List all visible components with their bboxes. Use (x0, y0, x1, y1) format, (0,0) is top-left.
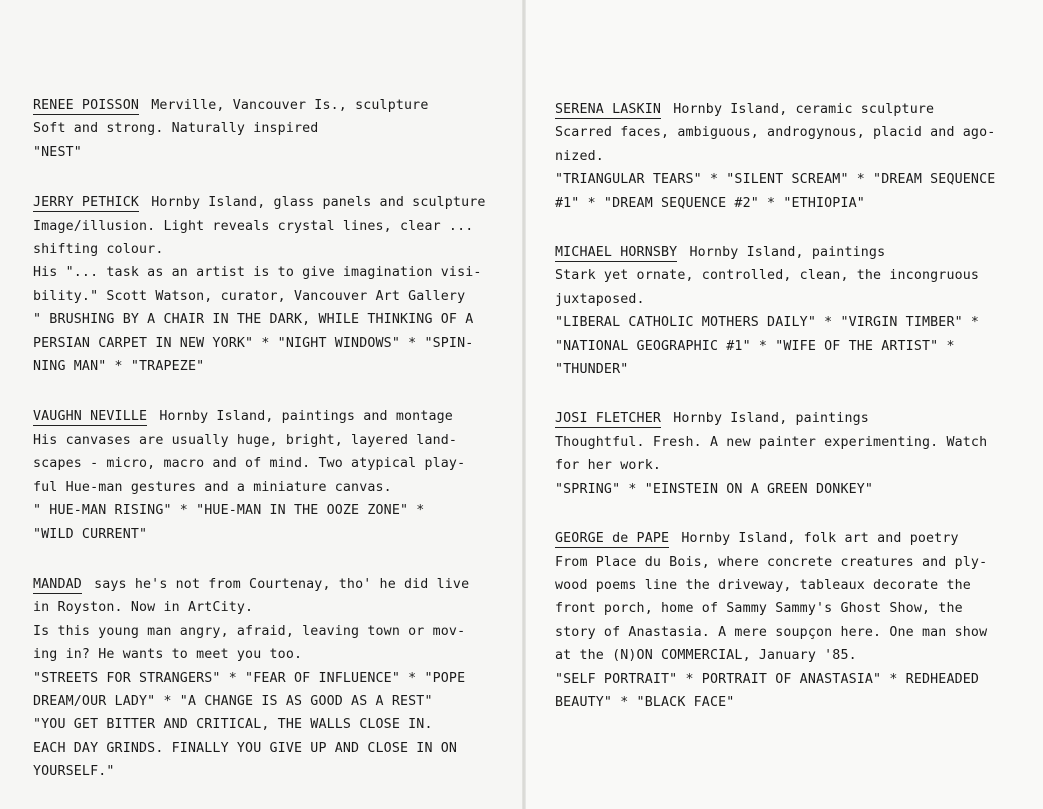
entry-text-line: " HUE-MAN RISING" * "HUE-MAN IN THE OOZE ZONE" * (33, 503, 425, 519)
artist-name: RENEE POISSON (33, 98, 140, 113)
artist-name: JOSI FLETCHER (555, 411, 662, 427)
entry-text-line: "SPRING" * "EINSTEIN ON A GREEN DONKEY" (555, 481, 874, 497)
entry-text-line: YOURSELF." (33, 764, 115, 780)
artist-entry-george-de-pape (555, 527, 1005, 714)
artist-entry-josi-fletcher (555, 407, 1005, 501)
entry-text-line: ful Hue-man gestures and a miniature canvas. (33, 479, 392, 495)
artist-entry-mandad (33, 573, 493, 784)
artist-name: SERENA LASKIN (555, 102, 662, 117)
entry-text-line: juxtaposed. (555, 291, 645, 307)
artist-entry-jerry-pethick (33, 191, 493, 378)
right-column (555, 98, 1005, 714)
entry-text-line: "NEST" (33, 144, 82, 160)
artist-entry-vaughn-neville (33, 405, 493, 545)
artist-location: Hornby Island, paintings (673, 411, 869, 427)
entry-text-line: Is this young man angry, afraid, leaving town or mov- (33, 623, 466, 639)
entry-text-line: wood poems line the driveway, tableaux decorate the (555, 577, 971, 593)
entry-text-line: scapes - micro, macro and of mind. Two atypical play- (33, 456, 466, 472)
entry-heading-line (33, 405, 493, 428)
artist-location: Hornby Island, folk art and poetry (681, 531, 959, 547)
artist-name: GEORGE de PAPE (555, 531, 670, 547)
entry-text-line: at the (N)ON COMMERCIAL, January '85. (555, 648, 857, 664)
entry-text-line: #1" * "DREAM SEQUENCE #2" * "ETHIOPIA" (555, 195, 865, 211)
entry-text-line: for her work. (555, 458, 662, 474)
entry-heading-line (555, 98, 1005, 121)
entry-text-line: BEAUTY" * "BLACK FACE" (555, 694, 735, 710)
entry-text-line: "SELF PORTRAIT" * PORTRAIT OF ANASTASIA" * REDHEADED (555, 671, 980, 687)
artist-location: Hornby Island, paintings and montage (159, 409, 453, 425)
entry-text-line: DREAM/OUR LADY" * "A CHANGE IS AS GOOD AS A REST" (33, 693, 433, 709)
entry-heading-line (33, 573, 493, 596)
entry-text-line: His canvases are usually huge, bright, layered land- (33, 432, 458, 448)
entry-heading-line (33, 191, 493, 214)
entry-text-line: ing in? He wants to meet you too. (33, 647, 303, 663)
entry-text-line: Scarred faces, ambiguous, androgynous, placid and ago- (555, 125, 996, 141)
entry-text-line: From Place du Bois, where concrete creatures and ply- (555, 554, 988, 570)
entry-text-line: EACH DAY GRINDS. FINALLY YOU GIVE UP AND CLOSE IN ON (33, 740, 458, 756)
entry-text-line: "LIBERAL CATHOLIC MOTHERS DAILY" * "VIRGIN TIMBER" * (555, 315, 980, 331)
artist-name: MICHAEL HORNSBY (555, 245, 678, 261)
artist-location: Hornby Island, ceramic sculpture (673, 102, 935, 117)
entry-text-line: "TRIANGULAR TEARS" * "SILENT SCREAM" * "DREAM SEQUENCE (555, 172, 996, 188)
entry-text-line: nized. (555, 148, 604, 164)
artist-location: says he's not from Courtenay, tho' he did live (94, 576, 470, 592)
page-fold (522, 0, 526, 809)
left-column (33, 94, 493, 784)
entry-heading-line (33, 94, 493, 117)
entry-text-line: story of Anastasia. A mere soupçon here. One man show (555, 624, 988, 640)
entry-heading-line (555, 407, 1005, 430)
entry-text-line: in Royston. Now in ArtCity. (33, 600, 254, 616)
entry-text-line: His "... task as an artist is to give imagination visi- (33, 265, 482, 281)
entry-heading-line (555, 241, 1005, 264)
artist-name: MANDAD (33, 576, 82, 592)
artist-entry-serena-laskin (555, 98, 1005, 215)
entry-text-line: " BRUSHING BY A CHAIR IN THE DARK, WHILE THINKING OF A (33, 312, 474, 328)
entry-text-line: "WILD CURRENT" (33, 526, 148, 542)
entry-text-line: NING MAN" * "TRAPEZE" (33, 359, 205, 375)
artist-location: Hornby Island, paintings (689, 245, 886, 261)
artist-name: JERRY PETHICK (33, 195, 140, 211)
entry-text-line: PERSIAN CARPET IN NEW YORK" * "NIGHT WINDOWS" * "SPIN- (33, 335, 474, 351)
entry-text-line: "NATIONAL GEOGRAPHIC #1" * "WIFE OF THE ARTIST" * (555, 338, 955, 354)
artist-location: Merville, Vancouver Is., sculpture (151, 98, 429, 113)
entry-text-line: "STREETS FOR STRANGERS" * "FEAR OF INFLUENCE" * "POPE (33, 670, 466, 686)
entry-text-line: Thoughtful. Fresh. A new painter experimenting. Watch (555, 434, 988, 450)
artist-entry-michael-hornsby (555, 241, 1005, 381)
entry-text-line: front porch, home of Sammy Sammy's Ghost Show, the (555, 601, 963, 617)
artist-entry-renee-poisson (33, 94, 493, 164)
entry-text-line: Image/illusion. Light reveals crystal lines, clear ... (33, 218, 474, 234)
artist-name: VAUGHN NEVILLE (33, 409, 148, 425)
entry-text-line: "YOU GET BITTER AND CRITICAL, THE WALLS CLOSE IN. (33, 717, 433, 733)
entry-text-line: "THUNDER" (555, 362, 629, 378)
entry-text-line: bility." Scott Watson, curator, Vancouver Art Gallery (33, 288, 466, 304)
entry-text-line: Stark yet ornate, controlled, clean, the incongruous (555, 268, 980, 284)
entry-text-line: Soft and strong. Naturally inspired (33, 121, 319, 137)
artist-location: Hornby Island, glass panels and sculpture (151, 195, 486, 211)
entry-text-line: shifting colour. (33, 242, 164, 258)
entry-heading-line (555, 527, 1005, 550)
